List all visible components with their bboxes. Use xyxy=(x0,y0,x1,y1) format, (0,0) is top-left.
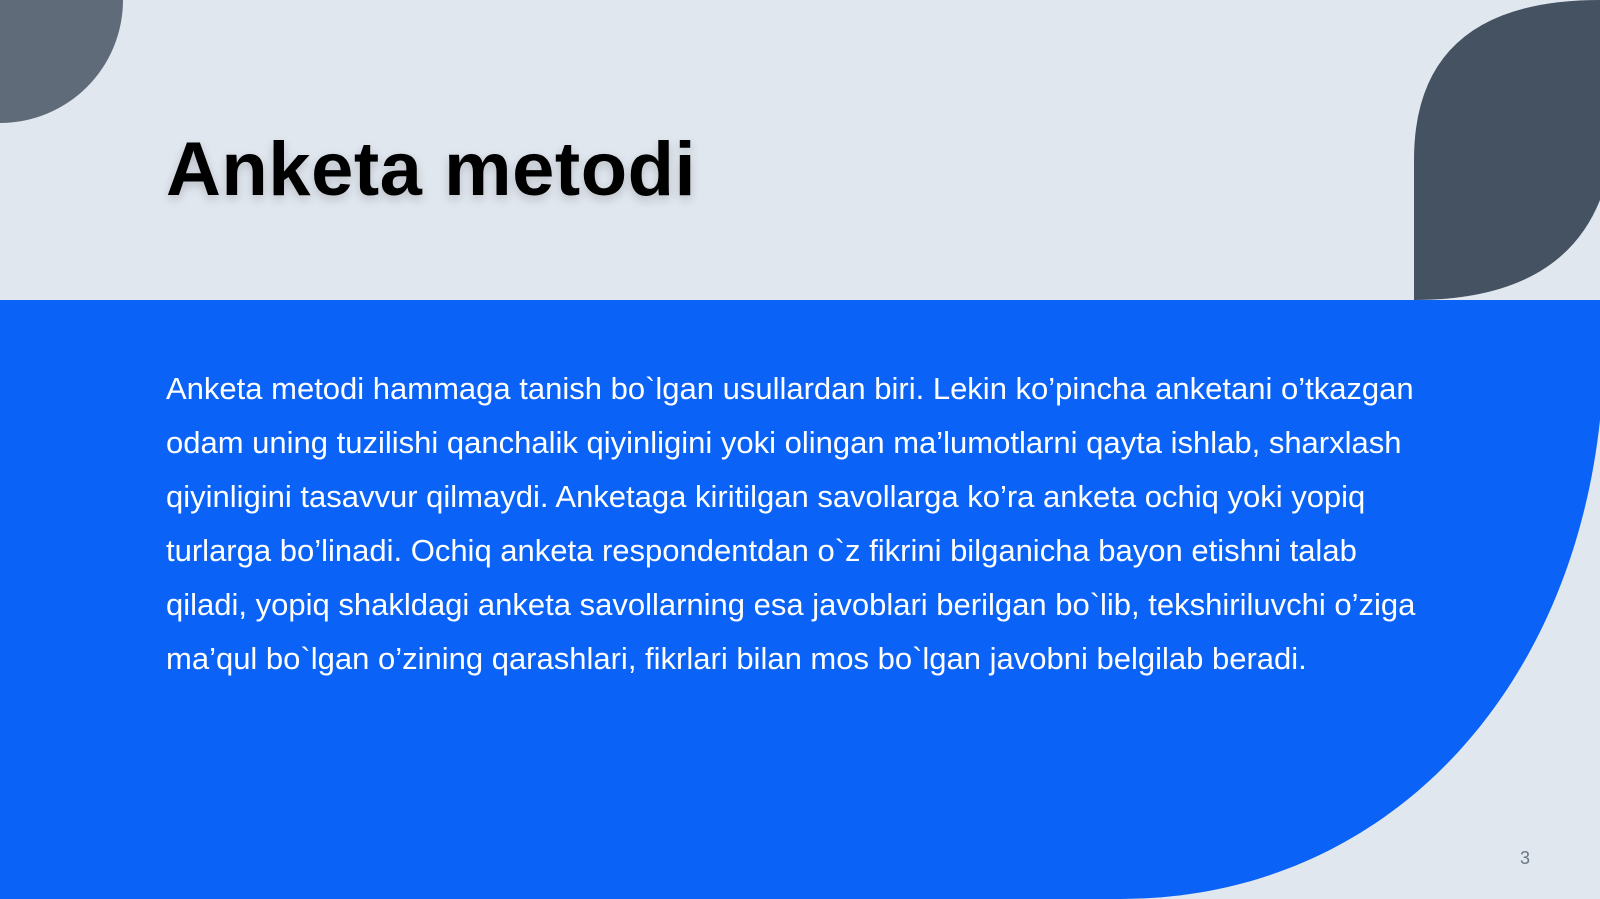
slide-body-text: Anketa metodi hammaga tanish bo`lgan usullardan biri. Lekin ko’pincha anketani o’tkazgan odam uning tuzilishi qanchalik qiyinligini yoki olingan ma’lumotlarni qayta ishlab, sharxlash qiyinligini tasavvur qilmaydi. Anketaga kiritilgan savollarga ko’ra anketa ochiq yoki yopiq turlarga bo’linadi. Ochiq anketa respondentdan o`z fikrini bilganicha bayon etishni talab qiladi, yopiq shakldagi anketa savollarning esa javoblari berilgan bo`lib, tekshiriluvchi o’ziga ma’qul bo`lgan o’zining qarashlari, fikrlari bilan mos bo`lgan javobni belgilab beradi. xyxy=(166,371,1416,676)
top-left-decor-shape xyxy=(0,0,123,123)
slide-title: Anketa metodi xyxy=(166,127,697,212)
page-number: 3 xyxy=(1520,848,1531,868)
top-right-leaf-shape xyxy=(1414,0,1600,300)
